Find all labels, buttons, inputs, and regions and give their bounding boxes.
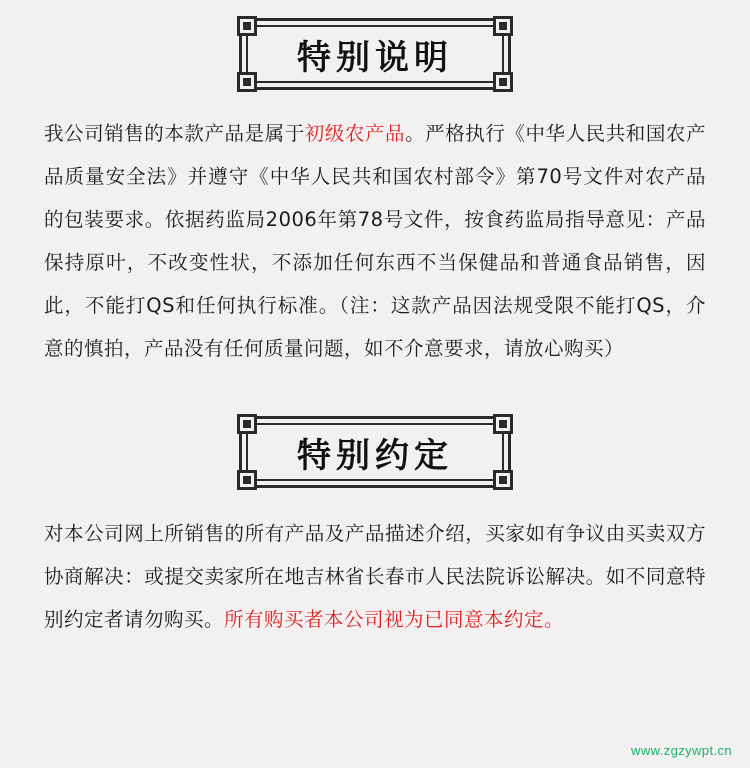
section-2-paragraph [44, 512, 706, 641]
section-2-text-part-1: 对本公司网上所销售的所有产品及产品描述介绍，买家如有争议由买卖双方协商解决：或提交卖家所在地吉林省长春市人民法院诉讼解决。如不同意特别约定者请勿购买。 [44, 522, 706, 631]
section-1-text-highlight: 初级农产品 [304, 122, 406, 145]
section-2-heading-banner [44, 416, 706, 488]
section-1-text-part-2: 。严格执行《中华人民共和国农产品质量安全法》并遵守《中华人民共和国农村部令》第70号文件对农产品的包装要求。依据药监局2006年第78号文件，按食药监局指导意见：产品保持原叶，不改变性状，不添加任何东西不当保健品和普通食品销售，因此，不能打QS和任何执行标准。（注：这款产品因法规受限不能打QS，介意的慎拍，产品没有任何质量问题，如不介意要求，请放心购买） [44, 122, 706, 360]
section-1-heading-banner [44, 18, 706, 90]
section-1-text-part-1: 我公司销售的本款产品是属于 [44, 122, 305, 145]
section-2-title: 特别约定 [297, 435, 453, 476]
document-page [0, 18, 750, 768]
watermark-url: www.zgzywpt.cn [631, 743, 732, 758]
ornamental-frame [239, 18, 511, 90]
section-1-paragraph [44, 112, 706, 370]
ornamental-frame-2 [239, 416, 511, 488]
section-2-text-highlight: 所有购买者本公司视为已同意本约定。 [224, 608, 565, 631]
section-1-title: 特别说明 [297, 37, 453, 78]
